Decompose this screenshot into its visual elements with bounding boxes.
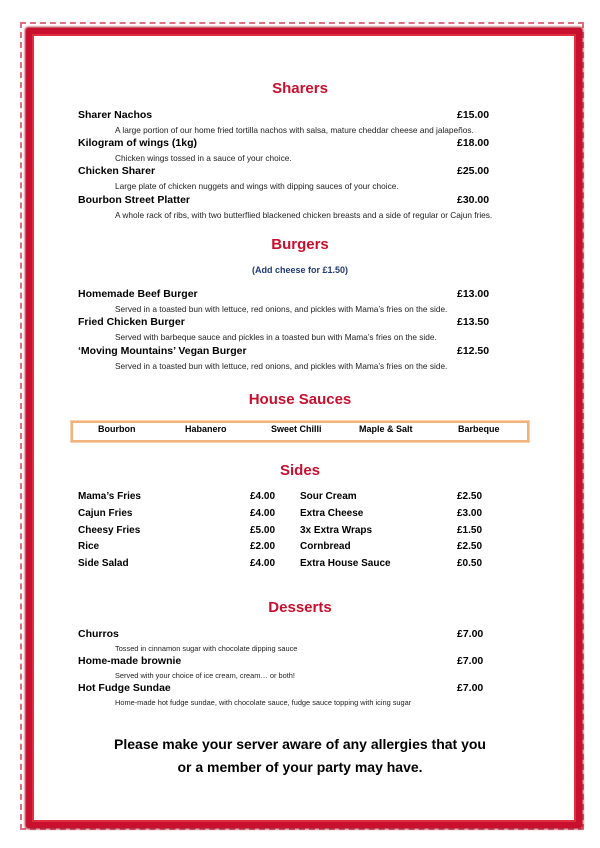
side-item-price: £4.00 <box>250 491 276 502</box>
burgers-note: (Add cheese for £1.50) <box>251 265 349 275</box>
side-item-price: £2.50 <box>457 541 483 552</box>
menu-item-desc: Large plate of chicken nuggets and wings with dipping sauces of your choice. <box>115 181 399 191</box>
side-item-name: Extra House Sauce <box>300 558 391 569</box>
section-title-house-sauces: House Sauces <box>248 391 352 408</box>
menu-item-desc: Tossed in cinnamon sugar with chocolate dipping sauce <box>115 644 298 653</box>
side-item-price: £2.00 <box>250 541 276 552</box>
menu-item-desc: Served in a toasted bun with lettuce, red onions, and pickles with Mama’s fries on the side. <box>115 304 448 314</box>
side-item-name: Mama’s Fries <box>78 491 141 502</box>
menu-item-name: Hot Fudge Sundae <box>78 682 171 694</box>
menu-item-name: ‘Moving Mountains’ Vegan Burger <box>78 345 247 357</box>
side-item-name: Cornbread <box>300 541 351 552</box>
side-item-price: £2.50 <box>457 491 483 502</box>
side-item-price: £0.50 <box>457 558 483 569</box>
menu-item-price: £7.00 <box>457 682 484 694</box>
allergy-notice-line-1: Please make your server aware of any allergies that you <box>114 736 486 752</box>
section-title-sharers: Sharers <box>272 80 328 97</box>
menu-item-desc: A large portion of our home fried tortilla nachos with salsa, mature cheddar cheese and jalapeños. <box>115 125 474 135</box>
menu-item-name: Kilogram of wings (1kg) <box>78 137 198 149</box>
menu-item-price: £25.00 <box>457 165 490 177</box>
sauce-item: Bourbon <box>98 424 136 434</box>
sauce-item: Sweet Chilli <box>271 424 322 434</box>
side-item-name: 3x Extra Wraps <box>300 525 373 536</box>
menu-item-desc: A whole rack of ribs, with two butterflied blackened chicken breasts and a side of regular or Cajun fries. <box>115 210 493 220</box>
side-item-name: Sour Cream <box>300 491 357 502</box>
section-title-desserts: Desserts <box>268 599 332 616</box>
section-title-burgers: Burgers <box>271 236 329 253</box>
section-title-sides: Sides <box>279 462 321 479</box>
menu-item-price: £7.00 <box>457 655 484 667</box>
menu-item-price: £7.00 <box>457 628 484 640</box>
menu-item-name: Sharer Nachos <box>78 109 153 121</box>
menu-item-price: £15.00 <box>457 109 490 121</box>
side-item-price: £3.00 <box>457 508 483 519</box>
menu-item-price: £13.00 <box>457 288 490 300</box>
menu-item-name: Fried Chicken Burger <box>78 316 185 328</box>
sauce-item: Habanero <box>185 424 227 434</box>
menu-item-price: £30.00 <box>457 194 490 206</box>
sauce-item: Barbeque <box>458 424 500 434</box>
side-item-price: £1.50 <box>457 525 483 536</box>
menu-item-desc: Served with barbeque sauce and pickles in a toasted bun with Mama’s fries on the side. <box>115 332 437 342</box>
allergy-notice <box>0 733 600 779</box>
allergy-notice-line-2: or a member of your party may have. <box>177 759 423 775</box>
menu-item-name: Bourbon Street Platter <box>78 194 191 206</box>
side-item-name: Rice <box>78 541 100 552</box>
side-item-price: £4.00 <box>250 508 276 519</box>
menu-item-name: Home-made brownie <box>78 655 182 667</box>
menu-item-name: Chicken Sharer <box>78 165 156 177</box>
menu-item-desc: Served in a toasted bun with lettuce, red onions, and pickles with Mama’s fries on the side. <box>115 361 448 371</box>
menu-item-name: Churros <box>78 628 119 640</box>
menu-item-desc: Chicken wings tossed in a sauce of your choice. <box>115 153 292 163</box>
side-item-price: £5.00 <box>250 525 276 536</box>
side-item-name: Extra Cheese <box>300 508 364 519</box>
sauce-item: Maple & Salt <box>359 424 413 434</box>
side-item-name: Side Salad <box>78 558 129 569</box>
menu-item-price: £12.50 <box>457 345 490 357</box>
menu-item-desc: Home-made hot fudge sundae, with chocolate sauce, fudge sauce topping with icing sugar <box>115 698 412 707</box>
side-item-name: Cheesy Fries <box>78 525 141 536</box>
side-item-price: £4.00 <box>250 558 276 569</box>
side-item-name: Cajun Fries <box>78 508 133 519</box>
menu-item-name: Homemade Beef Burger <box>78 288 198 300</box>
menu-item-desc: Served with your choice of ice cream, cream… or both! <box>115 671 295 680</box>
menu-item-price: £18.00 <box>457 137 490 149</box>
menu-item-price: £13.50 <box>457 316 490 328</box>
